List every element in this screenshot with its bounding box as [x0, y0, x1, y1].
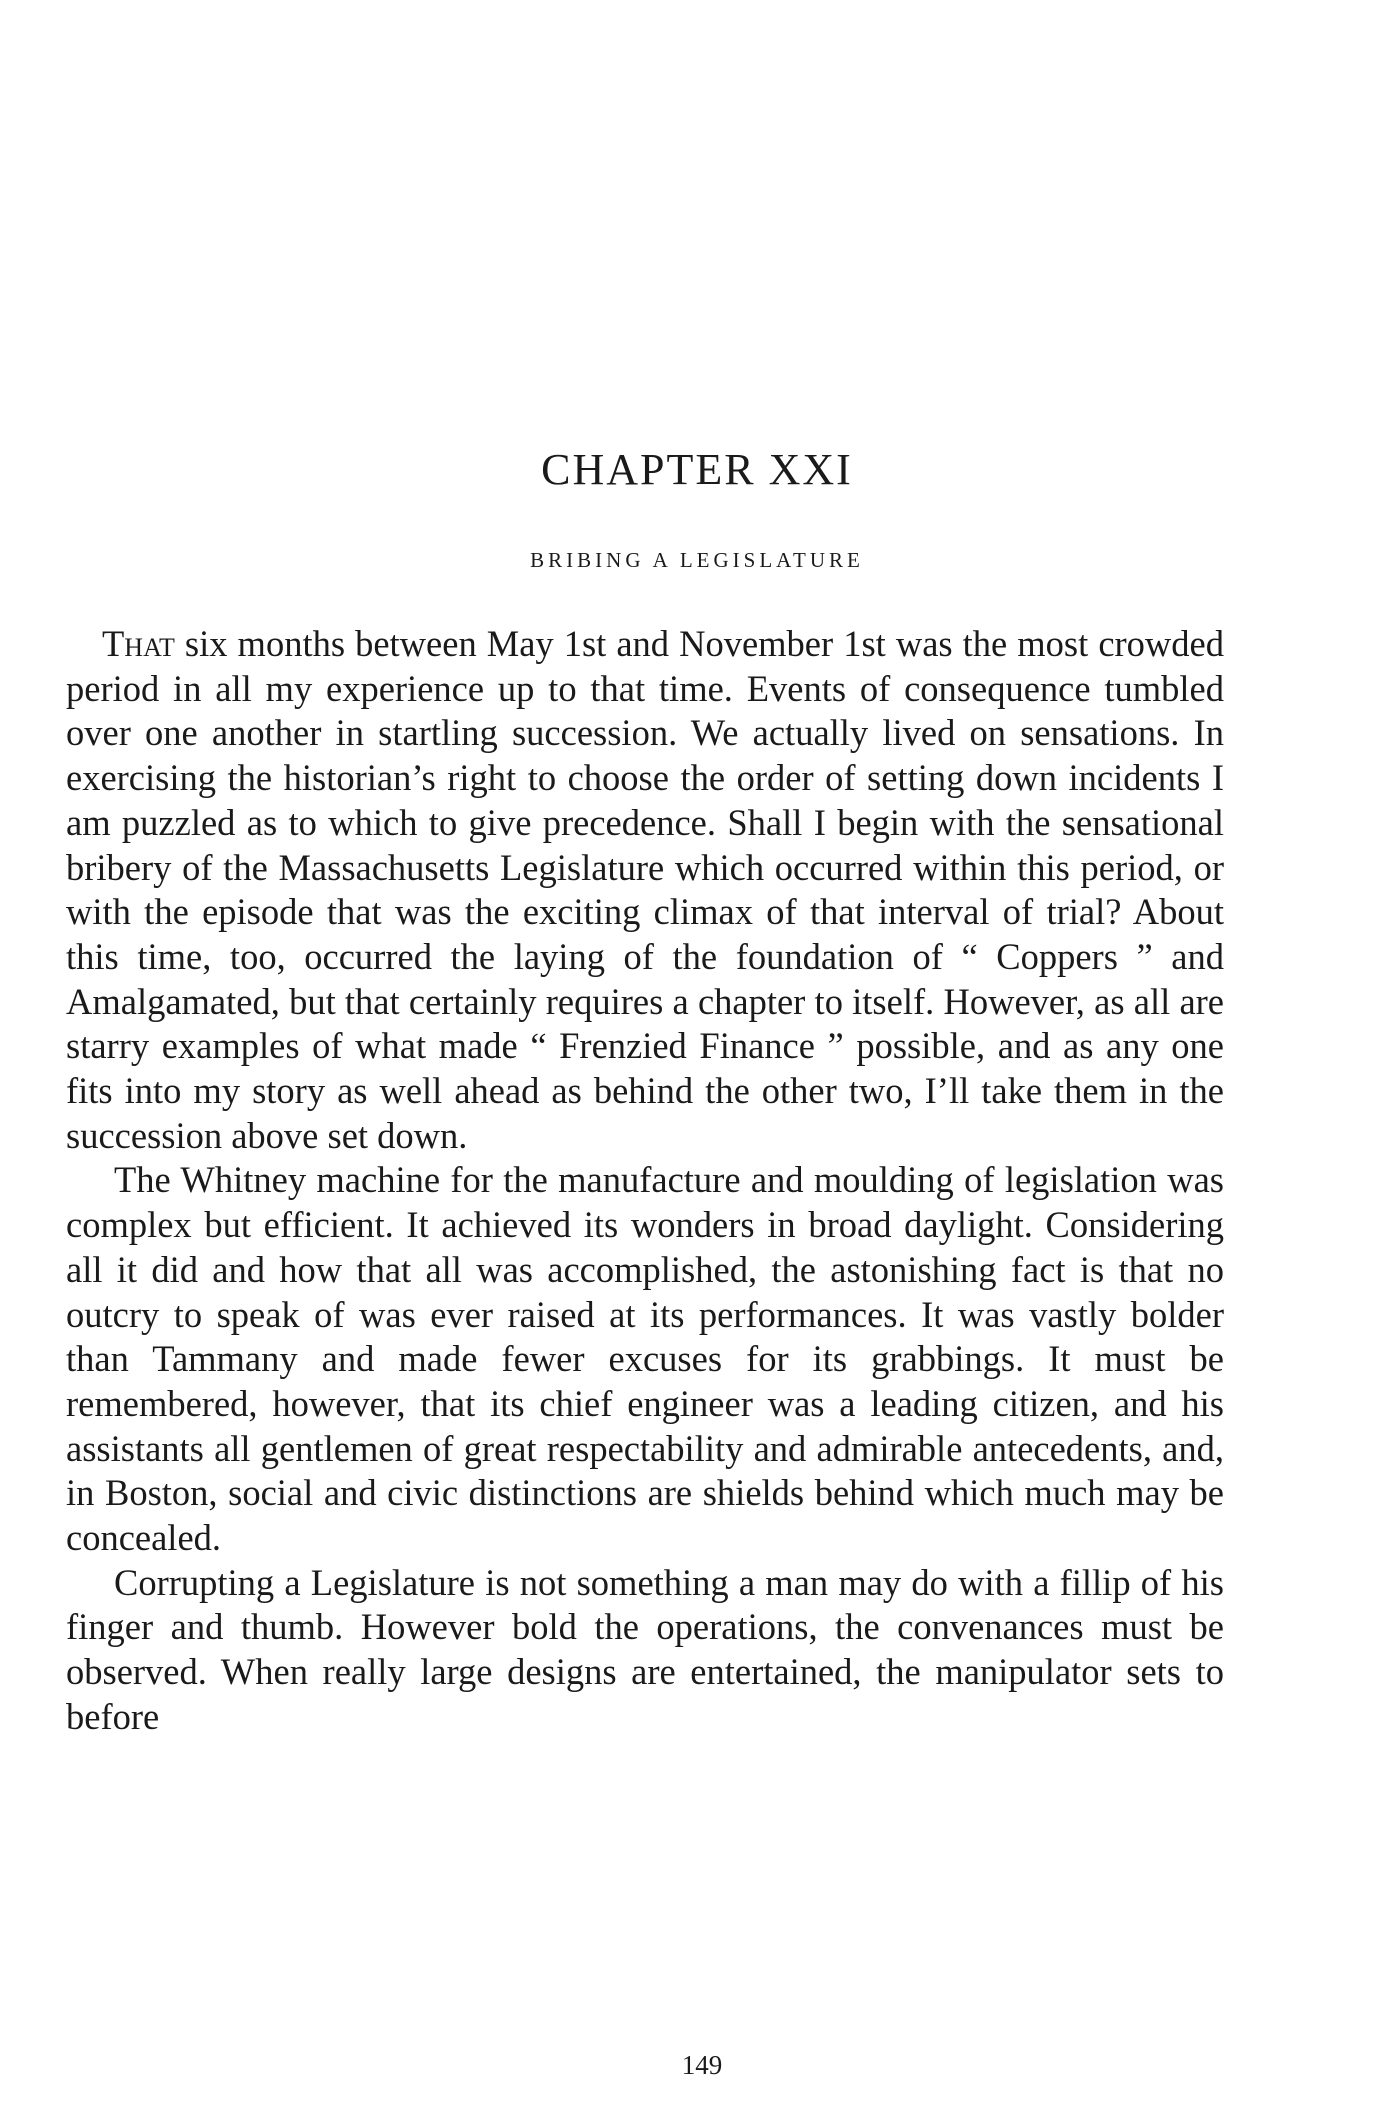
- paragraph-1-text: six months between May 1st and November 1st was the most crowded period in all my experience up to that time. Events of consequence tumbled over one another in startling succession. We actually lived on sensations. In exercising the historian’s right to choose the order of setting down incidents I am puzzled as to which to give precedence. Shall I begin with the sensational bribery of the Massachusetts Legislature which occurred within this period, or with the episode that was the exciting climax of that interval of trial? About this time, too, occurred the laying of the foundation of “ Coppers ” and Amalgamated, but that certainly requires a chapter to itself. However, as all are starry examples of what made “ Frenzied Finance ” possible, and as any one fits into my story as well ahead as behind the other two, I’ll take them in the succession above set down.: [66, 623, 1224, 1156]
- page-number: 149: [681, 2050, 723, 2080]
- paragraph-2: The Whitney machine for the manufacture and moulding of legislation was complex but efficient. It achieved its wonders in broad daylight. Considering all it did and how that all was accomplished, the astonishing fact is that no outcry to speak of was ever raised at its performances. It was vastly bolder than Tammany and made fewer excuses for its grabbings. It must be remembered, however, that its chief engineer was a leading citizen, and his assistants all gentlemen of great respectability and admirable antecedents, and, in Boston, social and civic distinctions are shields behind which much may be concealed.: [66, 1159, 1224, 1559]
- paragraph-1-lead-in: That: [102, 623, 175, 664]
- chapter-subtitle: BRIBING A LEGISLATURE: [530, 548, 864, 572]
- chapter-title: CHAPTER XXI: [541, 445, 853, 494]
- paragraph-3: Corrupting a Legislature is not something a man may do with a fillip of his finger and thumb. However bold the operations, the convenances must be observed. When really large designs are entertained, the manipulator sets to before: [66, 1561, 1224, 1737]
- paragraph-1: [66, 622, 1224, 1158]
- chapter-body: [66, 622, 1224, 1740]
